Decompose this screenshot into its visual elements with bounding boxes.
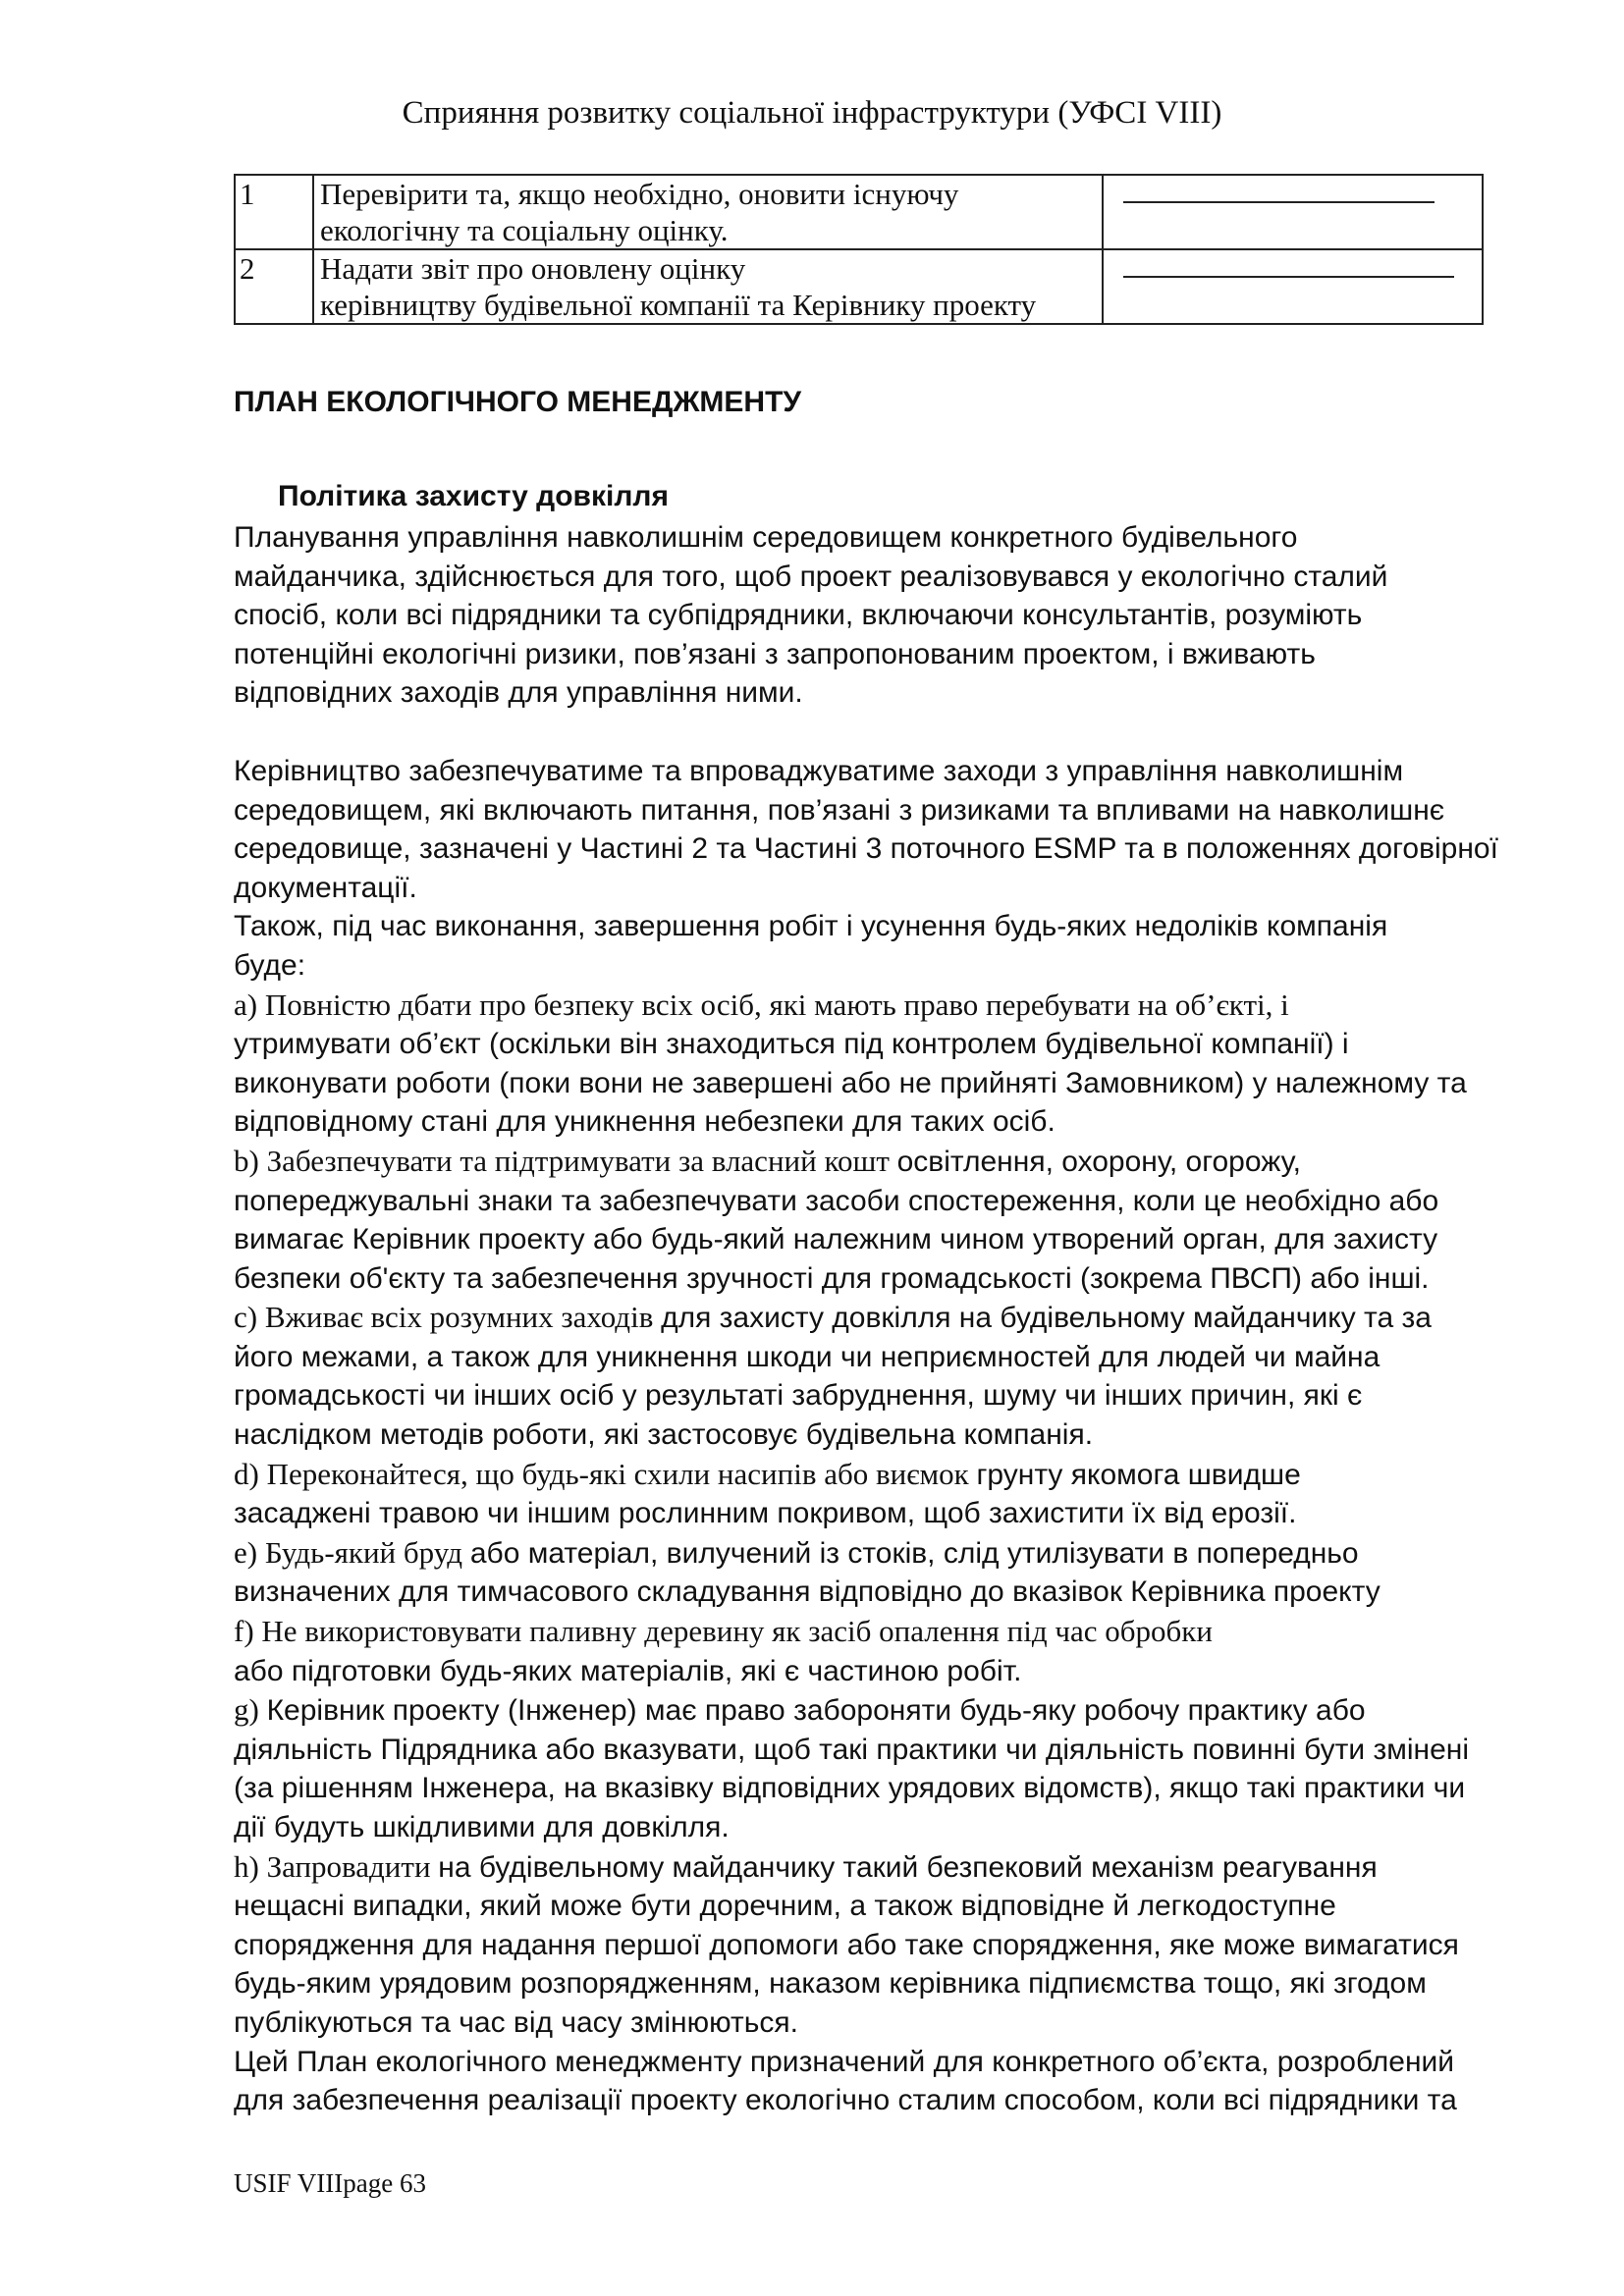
item-lead: a) Повністю дбати про безпеку всіх осіб, які мають право перебувати на об’єкті, і [234,987,1289,1022]
item-g [234,1690,1530,1846]
paragraph-line: або підготовки будь-яких матеріалів, які є частиною робіт. [234,1654,1022,1687]
task-description [313,249,1103,324]
item-first-line [234,1690,1530,1731]
header-title: Сприяння розвитку соціальної інфраструктури (УФСІ VIII) [402,95,1222,131]
paragraph-line: вимагає Керівник проекту або будь-який належним чином утворений орган, для захисту [234,1223,1438,1256]
paragraph-line: нещасні випадки, який може бути доречним, а також відповідне й легкодоступне [234,1890,1336,1923]
intro-paragraph [234,518,1530,713]
tasks-table-wrap [234,174,1484,325]
paragraph-line: майданчика, здійснюється для того, щоб проект реалізовувався у екологічно сталий [234,560,1388,593]
tasks-table [234,174,1484,325]
paragraph-line: середовище, зазначені у Частині 2 та Частині 3 поточного ESMP та в положеннях договірної [234,832,1498,866]
task-line: екологічну та соціальну оцінку. [320,213,729,247]
paragraph-line: потенційні екологічні ризики, пов’язані з запропонованим проектом, і вживають [234,637,1316,670]
paragraph-line: попереджувальні знаки та забезпечувати засоби спостереження, коли це необхідно або [234,1184,1439,1217]
item-lead: h) Запровадити [234,1848,439,1884]
signature-cell [1103,249,1483,324]
paragraph-line: наслідком методів роботи, які застосовує будівельна компанія. [234,1418,1094,1452]
item-f [234,1612,1530,1690]
paragraph-line: спорядження для надання першої допомоги або таке спорядження, яке може вимагатися [234,1928,1459,1961]
table-row [235,249,1483,324]
paragraph-line: безпеки об'єкту та забезпечення зручності для громадськості (зокрема ПВСП) або інші. [234,1261,1430,1295]
paragraph-line: спосіб, коли всі підрядники та субпідрядники, включаючи консультантів, розуміють [234,599,1363,632]
subsection-title: Політика захисту довкілля [278,480,669,512]
paragraph-line: утримувати об’єкт (оскільки він знаходиться під контролем будівельної компанії) і [234,1028,1349,1061]
item-a [234,986,1530,1142]
signature-line [1123,186,1435,203]
page-header [0,93,1624,133]
item-lead: c) Вживає всіх розумних заходів [234,1300,662,1335]
item-lead: e) Будь-який бруд [234,1534,470,1570]
paragraph-line: (за рішенням Інженера, на вказівку відповідних урядових відомств), якщо такі практики чи [234,1772,1466,1805]
paragraph-line: його межами, а також для уникнення шкоди чи неприємностей для людей чи майна [234,1340,1380,1373]
item-lead-rest: Керівник проекту (Інженер) має право забороняти будь-яку робочу практику або [266,1694,1366,1728]
item-lead: b) Забезпечувати та підтримувати за власний кошт [234,1143,897,1178]
section-title: ПЛАН ЕКОЛОГІЧНОГО МЕНЕДЖМЕНТУ [234,386,802,418]
document-body [234,383,1530,2120]
page-footer [234,2166,426,2200]
paragraph-line: Планування управління навколишнім середовищем конкретного будівельного [234,521,1298,554]
item-lead: f) Не використовувати паливну деревину як засіб опалення під час обробки [234,1614,1213,1649]
item-lead: g) [234,1692,267,1728]
paragraph-line: виконувати роботи (поки вони не завершені або не прийняті Замовником) у належному та [234,1066,1467,1099]
item-lead-rest: освітлення, охорону, огорожу, [896,1145,1301,1178]
item-c [234,1298,1530,1454]
paragraph-line: визначених для тимчасового складування відповідно до вказівок Керівника проекту [234,1575,1380,1609]
item-b [234,1142,1530,1298]
item-first-line [234,1455,1530,1495]
signature-cell [1103,175,1483,249]
item-first-line [234,1612,1530,1652]
paragraph-line: для забезпечення реалізації проекту екологічно сталим способом, коли всі підрядники та [234,2084,1457,2117]
paragraph-line: документації. [234,871,417,904]
signature-line [1123,260,1454,278]
item-lead: d) Переконайтеся, що будь-які схили насипів або виємок [234,1456,977,1491]
item-d [234,1455,1530,1533]
item-lead-rest: для захисту довкілля на будівельному майданчику та за [661,1302,1432,1335]
paragraph-line: Цей План екологічного менеджменту призначений для конкретного об’єкта, розроблений [234,2045,1455,2078]
paragraph-line: дії будуть шкідливими для довкілля. [234,1811,730,1843]
item-lead-rest: на будівельному майданчику такий безпековий механізм реагування [438,1850,1378,1884]
item-e [234,1533,1530,1612]
paragraph-line: Керівництво забезпечуватиме та впроваджуватиме заходи з управління навколишнім [234,754,1404,787]
paragraph-line: відповідному стані для уникнення небезпеки для таких осіб. [234,1105,1056,1139]
item-lead-rest: грунту якомога швидше [976,1458,1301,1491]
item-lead-rest: або матеріал, вилучений із стоків, слід утилізувати в попередньо [469,1536,1359,1570]
task-line: керівництву будівельної компанії та Керівнику проекту [320,288,1037,322]
item-h [234,1847,1530,2043]
paragraph-line: буде: [234,948,306,982]
management-paragraph [234,752,1530,986]
task-description [313,175,1103,249]
item-first-line [234,1298,1530,1338]
paragraph-line: засаджені травою чи іншим рослинним покривом, щоб захистити їх від ерозії. [234,1497,1297,1530]
paragraph-line: публікуються та час від часу змінюються. [234,2005,798,2039]
paragraph-line: відповідних заходів для управління ними. [234,676,803,710]
item-first-line [234,1847,1530,1888]
table-row [235,175,1483,249]
paragraph-line: Також, під час виконання, завершення робіт і усунення будь-яких недоліків компанія [234,910,1388,943]
page-label: USIF VIIIpage 63 [234,2168,426,2198]
task-number: 2 [235,249,313,324]
item-first-line [234,1533,1530,1574]
paragraph-line: будь-яким урядовим розпорядженням, наказом керівника підпиємства тощо, які згодом [234,1967,1427,2001]
task-line: Перевірити та, якщо необхідно, оновити існуючу [320,177,959,211]
task-line: Надати звіт про оновлену оцінку [320,251,746,286]
task-number: 1 [235,175,313,249]
paragraph-line: середовищем, які включають питання, пов’язані з ризиками та впливами на навколишнє [234,793,1445,827]
item-first-line [234,986,1530,1026]
paragraph-line: громадськості чи інших осіб у результаті забруднення, шуму чи інших причин, які є [234,1379,1363,1413]
closing-paragraph [234,2043,1530,2120]
paragraph-line: діяльність Підрядника або вказувати, щоб такі практики чи діяльність повинні бути змінені [234,1733,1470,1766]
item-first-line [234,1142,1530,1182]
